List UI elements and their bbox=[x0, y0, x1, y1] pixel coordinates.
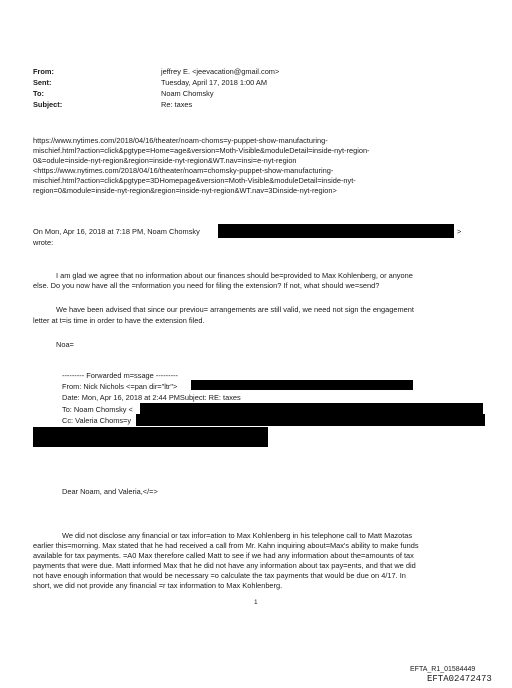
subject-label: Subject: bbox=[33, 100, 63, 109]
from-label: From: bbox=[33, 67, 54, 76]
body-line: short, we did not provide any financial =r tax information to Max Kohlenberg. bbox=[33, 581, 283, 590]
footer-id-small: EFTA_R1_01584449 bbox=[410, 666, 476, 673]
from-value: jeffrey E. <jeevacation@gmail.com> bbox=[161, 67, 280, 76]
redaction-bar bbox=[136, 414, 485, 426]
signature: Noa= bbox=[56, 340, 74, 349]
redaction-bar bbox=[33, 427, 268, 447]
quote-intro-end: > bbox=[457, 227, 462, 236]
redaction-bar bbox=[140, 403, 483, 414]
to-label: To: bbox=[33, 89, 44, 98]
sent-value: Tuesday, April 17, 2018 1:00 AM bbox=[161, 78, 267, 87]
link-line[interactable]: <https://www.nytimes.com/2018/04/16/theater/noam=chomsky-puppet-show-manufacturing- bbox=[33, 166, 334, 175]
quote-intro: On Mon, Apr 16, 2018 at 7:18 PM, Noam Chomsky bbox=[33, 227, 200, 236]
forwarded-from: From: Nick Nichols <=pan dir="ltr"> bbox=[62, 382, 178, 391]
body-line: letter at t=is time in order to have the extension filed. bbox=[33, 316, 205, 325]
link-line[interactable]: region=0&module=inside-nyt-region&region=inside-nyt-region&WT.nav=3Dinside-nyt-region> bbox=[33, 186, 337, 195]
sent-label: Sent: bbox=[33, 78, 52, 87]
link-line[interactable]: mischief.html?action=click&pgtype=Home=age&version=Moth-Visible&moduleDetail=inside-nyt-region- bbox=[33, 146, 370, 155]
body-line: I am glad we agree that no information about our finances should be=provided to Max Kohlenberg, or anyone bbox=[56, 271, 413, 280]
body-line: We did not disclose any financial or tax infor=ation to Max Kohlenberg in his telephone call to Matt Mazotas bbox=[62, 531, 413, 540]
body-line: else. Do you now have all the =nformation you need for filing the extension? If not, what should we=send? bbox=[33, 281, 380, 290]
quote-wrote: wrote: bbox=[33, 238, 54, 247]
forwarded-cc: Cc: Valeria Choms=y bbox=[62, 416, 132, 425]
body-line: payments that were due. Matt informed Max that he did not have any information about tax pay=ents, and that we did bbox=[33, 561, 416, 570]
link-line[interactable]: mischief.html?action=click&pgtype=3DHomepage&version=Moth-Visible&moduleDetail=inside-nyt- bbox=[33, 176, 356, 185]
footer-id-large: EFTA02472473 bbox=[427, 674, 492, 684]
link-line[interactable]: 0&=odule=inside-nyt-region&region=inside-nyt-region&WT.nav=insi=e-nyt-region bbox=[33, 156, 297, 165]
forwarded-date: Date: Mon, Apr 16, 2018 at 2:44 PMSubject: RE: taxes bbox=[62, 393, 241, 402]
subject-value: Re: taxes bbox=[161, 100, 193, 109]
body-line: available for tax payments. =A0 Max therefore called Matt to see if we had any information about the=amounts of tax bbox=[33, 551, 414, 560]
page-number: 1 bbox=[254, 599, 258, 606]
body-line: not have enough information that would be necessary =o calculate the tax payments that would be due on 4/17. In bbox=[33, 571, 406, 580]
forwarded-to: To: Noam Chomsky < bbox=[62, 405, 133, 414]
forwarded-heading: --------- Forwarded m=ssage --------- bbox=[62, 371, 178, 380]
greeting: Dear Noam, and Valeria,</=> bbox=[62, 487, 158, 496]
link-line[interactable]: https://www.nytimes.com/2018/04/16/theater/noam-choms=y-puppet-show-manufacturing- bbox=[33, 136, 328, 145]
body-line: earlier this=morning. Max stated that he had received a call from Mr. Kahn inquiring about=Max's ability to make funds bbox=[33, 541, 419, 550]
body-line: We have been advised that since our previou= arrangements are still valid, we need not sign the engagement bbox=[56, 305, 414, 314]
to-value: Noam Chomsky bbox=[161, 89, 214, 98]
redaction-bar bbox=[191, 380, 413, 390]
redaction-bar bbox=[218, 224, 454, 238]
